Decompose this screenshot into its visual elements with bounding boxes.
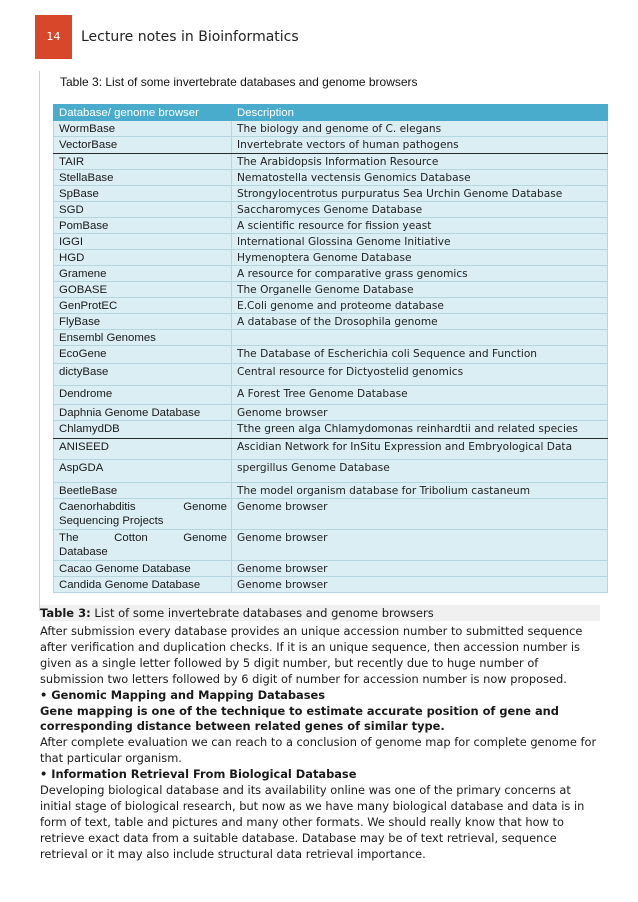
table-row [54, 577, 608, 593]
database-name: Daphnia Genome Database [54, 405, 232, 421]
database-description: E.Coli genome and proteome database [232, 298, 608, 314]
paragraph-accession: After submission every database provides an unique accession number to submitted sequence after verification and duplication checks. If it is an unique sequence, then accession number is given as a single letter followed by 5 digit number, but recently due to huge number of submission two letters followed by 6 digit of number for accession number is now proposed. [40, 624, 583, 686]
database-name: ChlamydDB [54, 421, 232, 439]
database-name: TAIR [54, 154, 232, 170]
database-description: A Forest Tree Genome Database [232, 386, 608, 405]
caption-text: List of some invertebrate databases and genome browsers [90, 606, 434, 620]
database-description: A database of the Drosophila genome [232, 314, 608, 330]
database-name: BeetleBase [54, 483, 232, 499]
table-row [54, 483, 608, 499]
database-description: Hymenoptera Genome Database [232, 250, 608, 266]
database-name: WormBase [54, 121, 232, 137]
body-text [40, 624, 600, 863]
database-description: Invertebrate vectors of human pathogens [232, 137, 608, 154]
table-row [54, 346, 608, 364]
database-name: ANISEED [54, 439, 232, 460]
database-description: Genome browser [232, 499, 608, 530]
table-row [54, 314, 608, 330]
table-row [54, 121, 608, 137]
table-row [54, 460, 608, 483]
caption-label: Table 3: [40, 606, 91, 620]
database-description: The Arabidopsis Information Resource [232, 154, 608, 170]
table-row [54, 266, 608, 282]
database-name: Cacao Genome Database [54, 561, 232, 577]
table-row [54, 386, 608, 405]
table-row [54, 282, 608, 298]
database-name: HGD [54, 250, 232, 266]
paragraph-gene-mapping: Gene mapping is one of the technique to estimate accurate position of gene and corresponding distance between related genes of similar type. [40, 703, 559, 734]
database-name: VectorBase [54, 137, 232, 154]
database-description: The Organelle Genome Database [232, 282, 608, 298]
section-heading-genomic-mapping: • Genomic Mapping and Mapping Databases [40, 687, 325, 702]
column-header-description: Description [232, 105, 608, 121]
database-description: Genome browser [232, 577, 608, 593]
database-name-line: Caenorhabditis Genome [59, 501, 227, 513]
table-row [54, 499, 608, 530]
database-name: Dendrome [54, 386, 232, 405]
database-description: The biology and genome of C. elegans [232, 121, 608, 137]
database-name: SpBase [54, 186, 232, 202]
table-row [54, 137, 608, 154]
running-title: Lecture notes in Bioinformatics [81, 29, 299, 45]
database-name: GenProtEC [54, 298, 232, 314]
table-row [54, 234, 608, 250]
table-caption-top: Table 3: List of some invertebrate databases and genome browsers [60, 75, 418, 89]
table-row [54, 250, 608, 266]
table-row [54, 298, 608, 314]
database-description: Saccharomyces Genome Database [232, 202, 608, 218]
database-description: Nematostella vectensis Genomics Database [232, 170, 608, 186]
database-name: Gramene [54, 266, 232, 282]
table-row [54, 170, 608, 186]
table-row [54, 330, 608, 346]
database-description: Genome browser [232, 405, 608, 421]
table-row [54, 439, 608, 460]
database-name: Ensembl Genomes [54, 330, 232, 346]
table-row [54, 218, 608, 234]
database-name: dictyBase [54, 364, 232, 386]
table-caption-bottom [40, 605, 600, 621]
database-description: Tthe green alga Chlamydomonas reinhardtii and related species [232, 421, 608, 439]
page-number: 14 [46, 30, 61, 43]
database-description: A scientific resource for fission yeast [232, 218, 608, 234]
database-name [54, 499, 232, 530]
database-description: Genome browser [232, 530, 608, 561]
database-name-line: The Cotton Genome [59, 532, 227, 544]
section-heading-information-retrieval: • Information Retrieval From Biological Database [40, 767, 357, 782]
table-row [54, 530, 608, 561]
paragraph-retrieval: Developing biological database and its availability online was one of the primary concerns at initial stage of biological research, but now as we have many biological database and data is in form of text, table and pictures and many other formats. We should really know that how to retrieve exact data from a suitable database. Database may be of text retrieval, sequence retrieval or it may also include structural data retrieval importance. [40, 783, 585, 861]
database-name: EcoGene [54, 346, 232, 364]
left-margin-rule [39, 71, 40, 611]
database-name: Candida Genome Database [54, 577, 232, 593]
database-name-line: Database [59, 546, 108, 558]
database-name-line: Sequencing Projects [59, 515, 164, 527]
database-description: The model organism database for Tribolium castaneum [232, 483, 608, 499]
database-description: Genome browser [232, 561, 608, 577]
table-row [54, 364, 608, 386]
paragraph-genome-map: After complete evaluation we can reach to a conclusion of genome map for complete genome for that particular organism. [40, 735, 597, 766]
database-name: GOBASE [54, 282, 232, 298]
database-description: Strongylocentrotus purpuratus Sea Urchin Genome Database [232, 186, 608, 202]
database-description: Central resource for Dictyostelid genomics [232, 364, 608, 386]
table-row [54, 154, 608, 170]
database-name: StellaBase [54, 170, 232, 186]
table-row [54, 186, 608, 202]
table-row [54, 421, 608, 439]
database-table [53, 104, 608, 593]
database-name: SGD [54, 202, 232, 218]
table-row [54, 405, 608, 421]
column-header-database: Database/ genome browser [54, 105, 232, 121]
database-name: PomBase [54, 218, 232, 234]
database-name: IGGI [54, 234, 232, 250]
database-description [232, 330, 608, 346]
database-name: AspGDA [54, 460, 232, 483]
table-row [54, 202, 608, 218]
database-description: spergillus Genome Database [232, 460, 608, 483]
table-row [54, 561, 608, 577]
table-header-row [54, 105, 608, 121]
database-description: A resource for comparative grass genomics [232, 266, 608, 282]
database-name: FlyBase [54, 314, 232, 330]
database-name [54, 530, 232, 561]
database-description: Ascidian Network for InSitu Expression and Embryological Data [232, 439, 608, 460]
database-description: International Glossina Genome Initiative [232, 234, 608, 250]
page-number-badge [35, 15, 72, 59]
database-description: The Database of Escherichia coli Sequence and Function [232, 346, 608, 364]
